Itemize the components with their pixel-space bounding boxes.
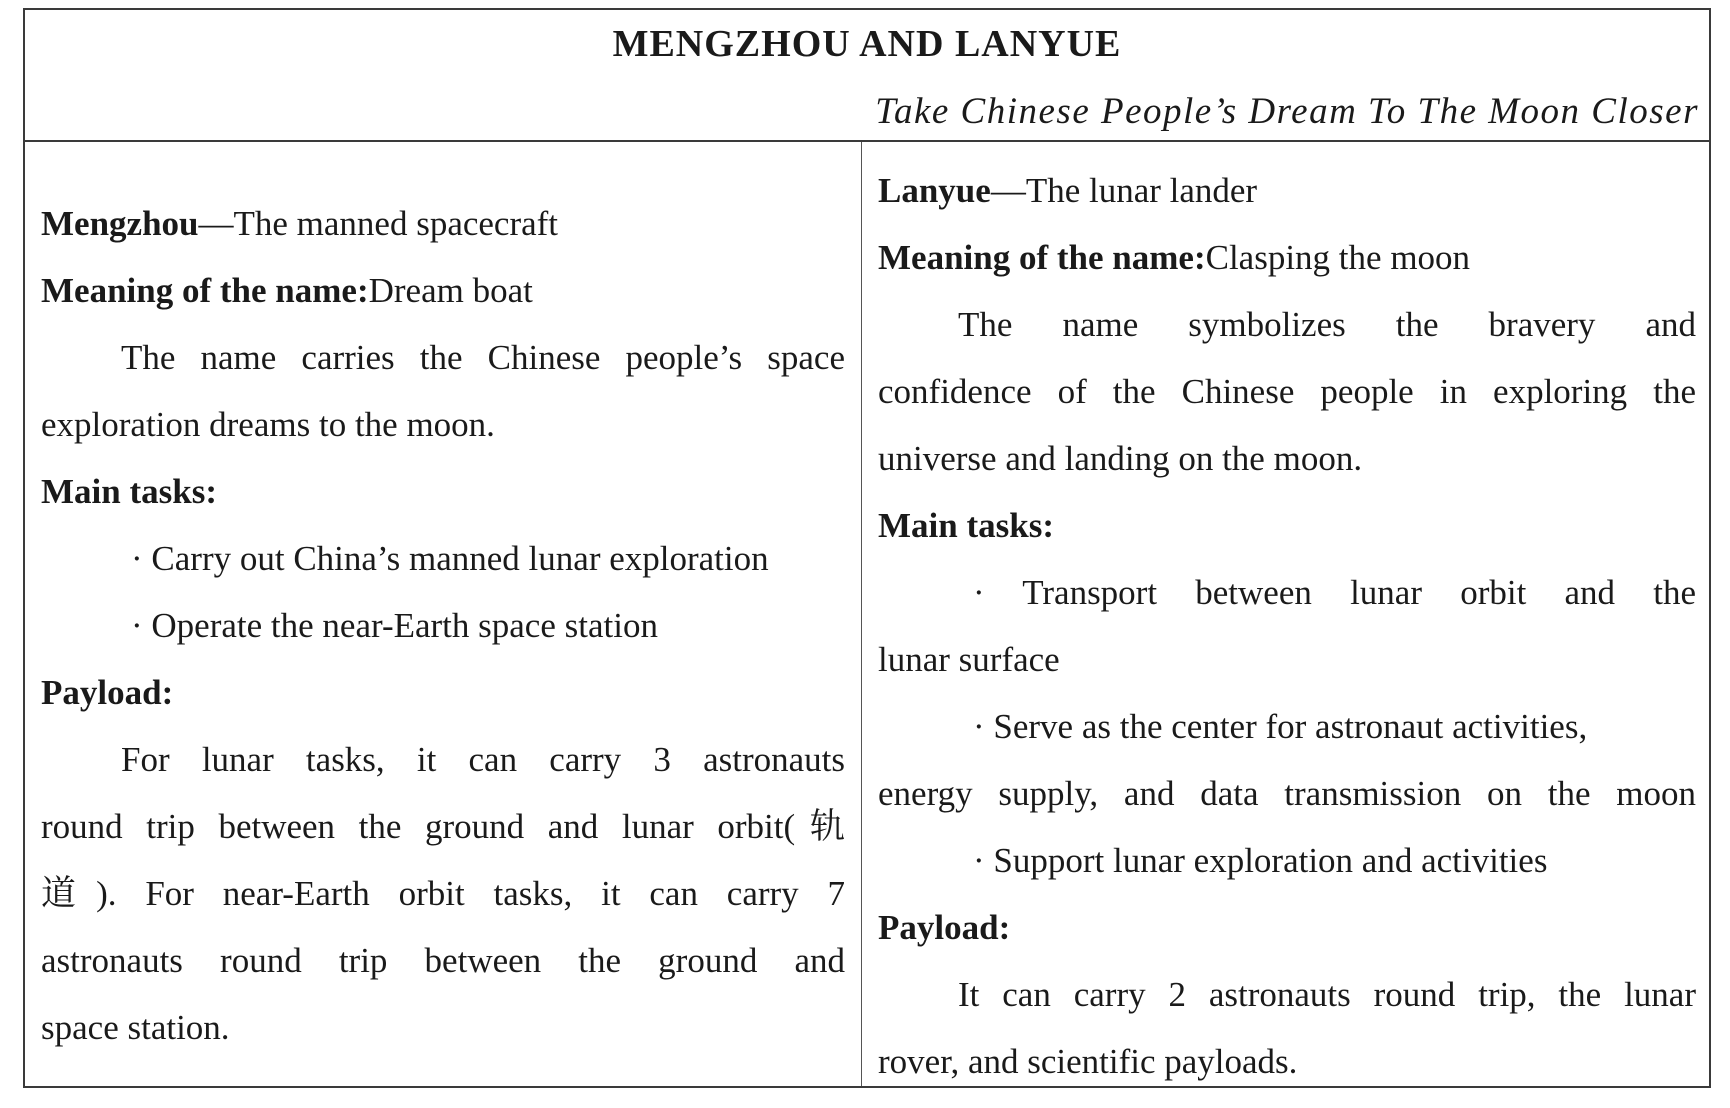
lanyue-meaning-text-1: The name symbolizes the bravery and	[958, 305, 1696, 344]
mengzhou-payload-text-1: For lunar tasks, it can carry 3 astronauts	[121, 740, 845, 779]
lanyue-payload-heading	[878, 894, 1696, 961]
lanyue-description: —The lunar lander	[990, 171, 1258, 210]
column-divider	[861, 142, 862, 1086]
mengzhou-meaning-value: Dream boat	[368, 271, 533, 310]
info-card	[23, 8, 1711, 1088]
mengzhou-payload-heading	[41, 659, 845, 726]
lanyue-payload-colon: :	[998, 908, 1011, 947]
lanyue-tasks-heading	[878, 492, 1696, 559]
lanyue-tasks-colon: :	[1042, 506, 1054, 545]
mengzhou-payload-text-4: astronauts round trip between the ground and	[41, 941, 845, 980]
lanyue-task-2-line-1: · Serve as the center for astronaut activities,	[973, 707, 1588, 746]
mengzhou-meaning-text-2: exploration dreams to the moon.	[41, 405, 495, 444]
mengzhou-column	[41, 190, 845, 1061]
mengzhou-name: Mengzhou	[41, 204, 199, 243]
mengzhou-tasks-label: Main tasks	[41, 472, 206, 511]
lanyue-payload-text-1: It can carry 2 astronauts round trip, the lunar	[958, 975, 1696, 1014]
mengzhou-meaning	[41, 257, 845, 324]
lanyue-tasks-label: Main tasks	[878, 506, 1043, 545]
page-subtitle: Take Chinese People’s Dream To The Moon Closer	[875, 91, 1699, 132]
mengzhou-heading	[41, 190, 845, 257]
lanyue-meaning-label: Meaning of the name	[878, 238, 1194, 277]
lanyue-meaning-text-2: confidence of the Chinese people in exploring the	[878, 372, 1696, 411]
lanyue-meaning-text-3: universe and landing on the moon.	[878, 439, 1363, 478]
mengzhou-task-1: · Carry out China’s manned lunar exploration	[131, 539, 769, 578]
card-header	[25, 10, 1709, 142]
lanyue-name: Lanyue	[878, 171, 991, 210]
lanyue-payload-text-2: rover, and scientific payloads.	[878, 1042, 1298, 1081]
mengzhou-meaning-text-1: The name carries the Chinese people’s space	[121, 338, 845, 377]
mengzhou-payload-colon: :	[161, 673, 174, 712]
lanyue-task-2-line-2: energy supply, and data transmission on the moon	[878, 774, 1696, 813]
mengzhou-tasks-colon: :	[205, 472, 217, 511]
mengzhou-payload-text-2: round trip between the ground and lunar orbit(轨	[41, 807, 845, 846]
mengzhou-meaning-colon: :	[356, 271, 369, 310]
page-title: MENGZHOU AND LANYUE	[612, 23, 1122, 65]
lanyue-meaning	[878, 224, 1696, 291]
lanyue-heading	[878, 157, 1696, 224]
mengzhou-payload-label: Payload	[41, 673, 162, 712]
mengzhou-tasks-heading	[41, 458, 845, 525]
lanyue-meaning-value: Clasping the moon	[1205, 238, 1471, 277]
lanyue-task-1-line-2: lunar surface	[878, 640, 1060, 679]
lanyue-meaning-colon: :	[1193, 238, 1206, 277]
mengzhou-meaning-label: Meaning of the name	[41, 271, 357, 310]
lanyue-column	[878, 157, 1696, 1095]
lanyue-task-1-line-1: · Transport between lunar orbit and the	[973, 573, 1696, 612]
mengzhou-description: —The manned spacecraft	[198, 204, 559, 243]
lanyue-task-3: · Support lunar exploration and activities	[973, 841, 1548, 880]
mengzhou-payload-text-5: space station.	[41, 1008, 230, 1047]
mengzhou-payload-text-3: 道). For near-Earth orbit tasks, it can carry 7	[41, 874, 845, 913]
lanyue-payload-label: Payload	[878, 908, 999, 947]
mengzhou-task-2: · Operate the near-Earth space station	[131, 606, 658, 645]
